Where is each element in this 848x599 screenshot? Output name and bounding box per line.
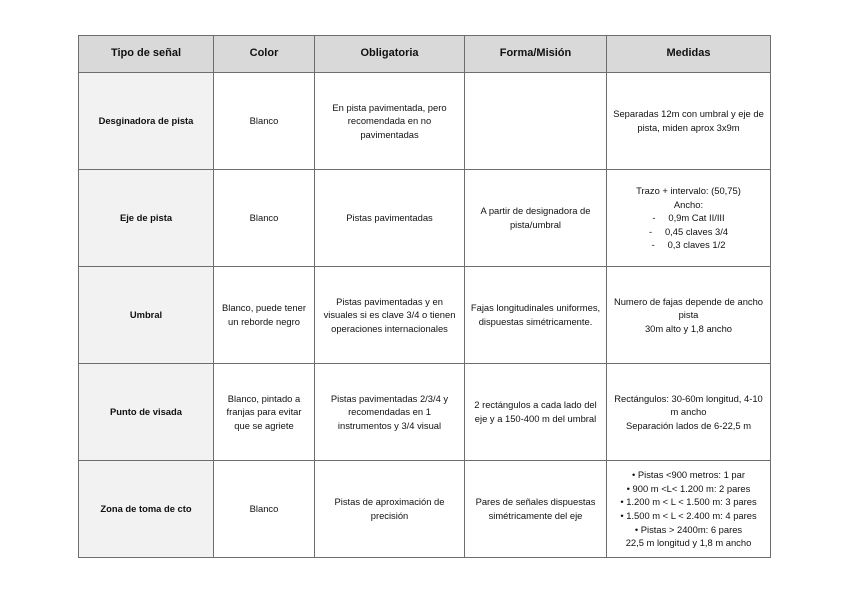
medidas-dash-item [612,225,765,239]
cell-medidas [607,73,771,170]
medidas-line: 22,5 m longitud y 1,8 m ancho [625,537,752,549]
cell-obligatoria: Pistas de aproximación de precisión [315,461,465,558]
dash-bullet: - [648,225,653,237]
cell-tipo: Desginadora de pista [79,73,214,170]
cell-obligatoria: En pista pavimentada, pero recomendada en no pavimentadas [315,73,465,170]
header-obligatoria: Obligatoria [315,36,465,73]
cell-obligatoria: Pistas pavimentadas y en visuales si es clave 3/4 o tienen operaciones internacionales [315,267,465,364]
header-color: Color [214,36,315,73]
medidas-dash-item [612,238,765,252]
cell-forma: A partir de designadora de pista/umbral [465,170,607,267]
cell-forma: 2 rectángulos a cada lado del eje y a 150-400 m del umbral [465,364,607,461]
dash-bullet: - [651,239,655,251]
medidas-line: Separación lados de 6-22,5 m [625,419,752,431]
cell-medidas [607,170,771,267]
cell-color: Blanco [214,461,315,558]
table-row [79,461,771,558]
medidas-line: • Pistas <900 metros: 1 par [632,469,745,481]
cell-color: Blanco, pintado a franjas para evitar que se agriete [214,364,315,461]
medidas-line: Ancho: [673,198,704,210]
table-row [79,170,771,267]
table-row [79,73,771,170]
header-forma: Forma/Misión [465,36,607,73]
cell-medidas [607,461,771,558]
cell-tipo: Umbral [79,267,214,364]
medidas-line: • Pistas > 2400m: 6 pares [634,523,743,535]
header-row [79,36,771,73]
table-row [79,267,771,364]
cell-medidas [607,267,771,364]
dash-text: 0,9m Cat II/III [668,212,725,224]
medidas-line: • 900 m <L< 1.200 m: 2 pares [626,482,751,494]
table-row [79,364,771,461]
medidas-line: Numero de fajas depende de ancho pista [613,295,764,321]
cell-tipo: Zona de toma de cto [79,461,214,558]
dash-text: 0,3 claves 1/2 [667,239,726,251]
cell-tipo: Eje de pista [79,170,214,267]
cell-obligatoria: Pistas pavimentadas [315,170,465,267]
cell-color: Blanco, puede tener un reborde negro [214,267,315,364]
medidas-line: Trazo + intervalo: (50,75) [636,185,741,197]
cell-tipo: Punto de visada [79,364,214,461]
medidas-line: 30m alto y 1,8 ancho [644,322,733,334]
header-tipo: Tipo de señal [79,36,214,73]
dash-bullet: - [652,212,656,224]
medidas-dash-item [612,211,765,225]
dash-text: 0,45 claves 3/4 [664,225,729,237]
cell-obligatoria: Pistas pavimentadas 2/3/4 y recomendadas en 1 instrumentos y 3/4 visual [315,364,465,461]
runway-markings-table [78,35,771,558]
cell-medidas [607,364,771,461]
cell-color: Blanco [214,73,315,170]
cell-color: Blanco [214,170,315,267]
medidas-line: • 1.500 m < L < 2.400 m: 4 pares [620,510,757,521]
cell-forma [465,73,607,170]
medidas-line: • 1.200 m < L < 1.500 m: 3 pares [620,496,757,508]
cell-forma: Pares de señales dispuestas simétricamente del eje [465,461,607,558]
header-medidas: Medidas [607,36,771,73]
medidas-line: Rectángulos: 30-60m longitud, 4-10 m ancho [614,392,763,418]
cell-forma: Fajas longitudinales uniformes, dispuestas simétricamente. [465,267,607,364]
medidas-line: Separadas 12m con umbral y eje de pista, miden aprox 3x9m [613,108,764,133]
